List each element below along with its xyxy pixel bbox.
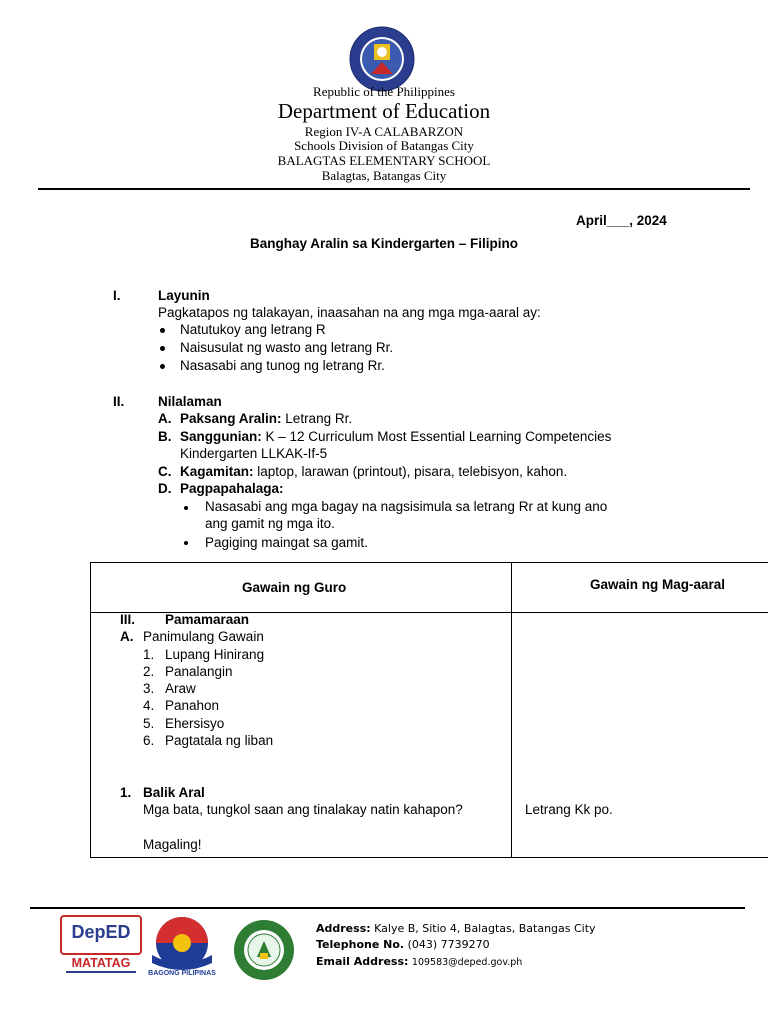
deped-seal [349,26,415,92]
student-answer: Letrang Kk po. [525,802,613,817]
teacher-question: Mga bata, tungkol saan ang tinalakay natin kahapon? [143,802,463,817]
item-a-text: Letrang Rr. [281,411,353,426]
item-c-bold: Kagamitan: [180,464,254,479]
section3-heading: Pamamaraan [165,612,250,627]
panimula-label: A. [120,629,134,644]
footer-phone [316,938,490,951]
balik-number: 1. [120,785,132,800]
step-1: Lupang Hinirang [165,647,265,662]
deped-logo-text: DepED [71,922,131,942]
division-text: Schools Division of Batangas City [294,138,474,153]
section2-number: II. [113,394,125,409]
step-number: 6. [143,733,155,748]
step-number: 4. [143,698,155,713]
item-b [180,429,611,444]
bagong-pilipinas-text: BAGONG PILIPINAS [148,970,216,977]
value-2: Pagiging maingat sa gamit. [205,535,368,550]
footer-divider [30,907,745,909]
email-label: Email Address: [316,955,409,968]
item-c-label: C. [158,464,172,479]
deped-matatag-logo [60,915,142,977]
republic-text: Republic of the Philippines [313,84,455,99]
col-header-student: Gawain ng Mag-aaral [590,577,726,592]
region-text: Region IV-A CALABARZON [304,124,464,139]
bullet-icon [160,364,165,369]
date-line: April___, 2024 [576,213,667,228]
item-d-label: D. [158,481,172,496]
school-seal-logo [233,919,295,981]
objective-1: Natutukoy ang letrang R [180,322,326,337]
school-location: Balagtas, Batangas City [321,168,447,183]
section2-heading: Nilalaman [158,394,222,409]
bullet-icon [184,541,188,545]
phone-label: Telephone No. [316,938,405,951]
address-value: Kalye B, Sitio 4, Balagtas, Batangas City [374,922,596,935]
section1-number: I. [113,288,121,303]
email-value: 109583@deped.gov.ph [411,957,523,968]
step-number: 5. [143,716,155,731]
school-name: BALAGTAS ELEMENTARY SCHOOL [277,153,491,168]
department-title: Department of Education [277,99,491,123]
section1-heading: Layunin [158,288,210,303]
header-divider [38,188,750,190]
bullet-icon [160,328,165,333]
item-d-heading: Pagpapahalaga: [180,481,284,496]
col-header-teacher: Gawain ng Guro [242,580,347,595]
document-title: Banghay Aralin sa Kindergarten – Filipino [249,236,519,251]
step-number: 2. [143,664,155,679]
item-c-text: laptop, larawan (printout), pisara, telebisyon, kahon. [253,464,568,479]
item-b-label: B. [158,429,172,444]
step-number: 1. [143,647,155,662]
value-1a: Nasasabi ang mga bagay na nagsisimula sa letrang Rr at kung ano [205,499,608,514]
teacher-praise: Magaling! [143,837,202,852]
footer-address [316,922,596,935]
step-number: 3. [143,681,155,696]
item-b-text: K – 12 Curriculum Most Essential Learning Competencies [261,429,612,444]
step-2: Panalangin [165,664,233,679]
section1-intro: Pagkatapos ng talakayan, inaasahan na ang mga mga-aaral ay: [158,305,541,320]
address-label: Address: [316,922,371,935]
footer-email [316,955,522,968]
step-5: Ehersisyo [165,716,225,731]
step-6: Pagtatala ng liban [165,733,274,748]
section3-number: III. [120,612,136,627]
bagong-pilipinas-logo [148,915,216,979]
table-column-divider [511,563,512,857]
item-a [180,411,352,426]
value-1b: ang gamit ng mga ito. [205,516,335,531]
objective-2: Naisusulat ng wasto ang letrang Rr. [180,340,394,355]
matatag-text: MATATAG [71,956,131,970]
balik-heading: Balik Aral [143,785,205,800]
item-a-label: A. [158,411,172,426]
panimula-heading: Panimulang Gawain [143,629,264,644]
objective-3: Nasasabi ang tunog ng letrang Rr. [180,358,385,373]
item-c [180,464,567,479]
step-3: Araw [165,681,196,696]
item-a-bold: Paksang Aralin: [180,411,282,426]
bullet-icon [160,346,165,351]
item-b-bold: Sanggunian: [180,429,262,444]
item-b-continuation: Kindergarten LLKAK-If-5 [180,446,328,461]
bullet-icon [184,506,188,510]
step-4: Panahon [165,698,220,713]
phone-value: (043) 7739270 [407,938,490,951]
